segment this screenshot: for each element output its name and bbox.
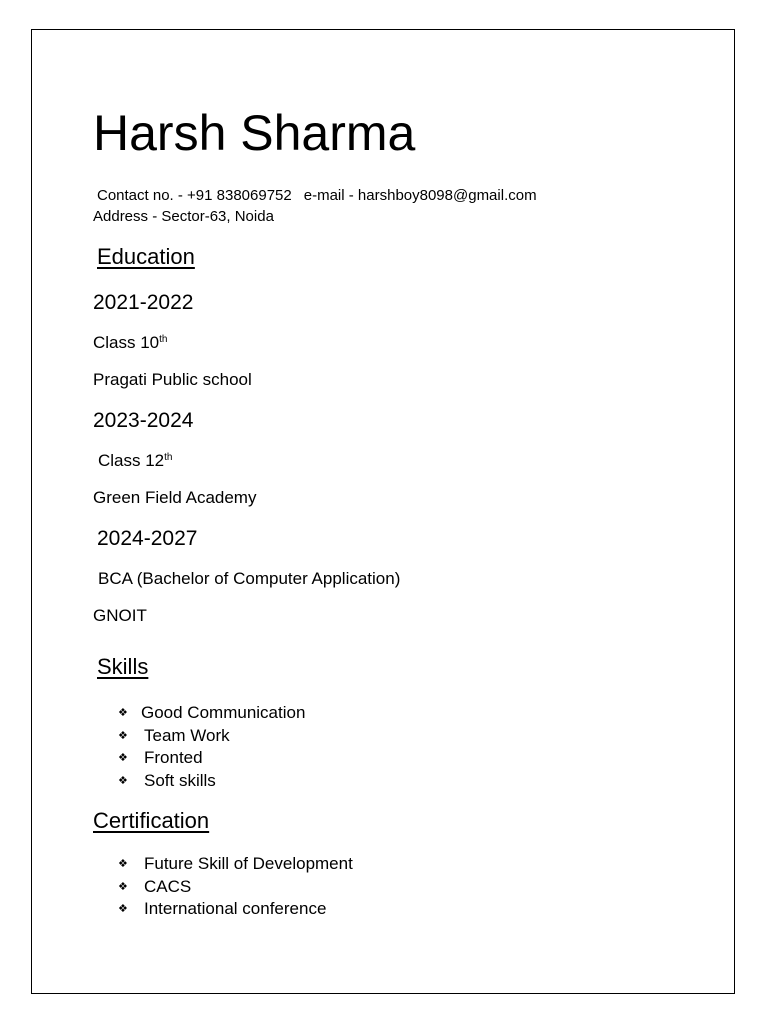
- diamond-bullet-icon: ❖: [118, 879, 128, 893]
- email-text: e-mail - harshboy8098@gmail.com: [303, 187, 537, 204]
- skill-item: Soft skills: [144, 770, 216, 790]
- education-level-1-text: Class 10: [93, 333, 160, 352]
- certification-item: Future Skill of Development: [144, 854, 353, 873]
- address-text: Address - Sector-63, Noida: [93, 208, 274, 225]
- diamond-bullet-icon: ❖: [118, 706, 128, 719]
- certification-item: CACS: [144, 876, 192, 896]
- education-level-1: [93, 334, 167, 351]
- diamond-bullet-icon: ❖: [118, 773, 128, 787]
- education-institution-1: Pragati Public school: [93, 370, 252, 389]
- education-level-1-sup: th: [159, 334, 168, 345]
- page-border: [31, 29, 735, 994]
- education-years-2: 2023-2024: [93, 409, 194, 432]
- education-heading: Education: [97, 244, 195, 269]
- certification-heading: Certification: [93, 808, 210, 833]
- diamond-bullet-icon: ❖: [118, 728, 128, 742]
- education-level-3: BCA (Bachelor of Computer Application): [98, 569, 401, 588]
- education-institution-2: Green Field Academy: [93, 488, 257, 507]
- certification-item: International conference: [144, 899, 327, 918]
- diamond-bullet-icon: ❖: [118, 857, 128, 870]
- diamond-bullet-icon: ❖: [118, 902, 128, 915]
- education-level-2-sup: th: [164, 452, 173, 463]
- education-years-1: 2021-2022: [93, 291, 194, 314]
- skill-item: Good Communication: [141, 703, 306, 722]
- education-institution-3: GNOIT: [93, 606, 147, 625]
- education-years-3: 2024-2027: [97, 527, 198, 550]
- skill-item: Fronted: [144, 748, 203, 767]
- education-level-2: [98, 452, 172, 469]
- education-level-2-text: Class 12: [98, 451, 165, 470]
- resume-name: Harsh Sharma: [93, 105, 416, 161]
- diamond-bullet-icon: ❖: [118, 751, 128, 764]
- skills-heading: Skills: [97, 654, 149, 679]
- contact-line: [97, 188, 537, 203]
- skill-item: Team Work: [144, 725, 230, 745]
- phone-text: Contact no. - +91 838069752: [97, 187, 292, 204]
